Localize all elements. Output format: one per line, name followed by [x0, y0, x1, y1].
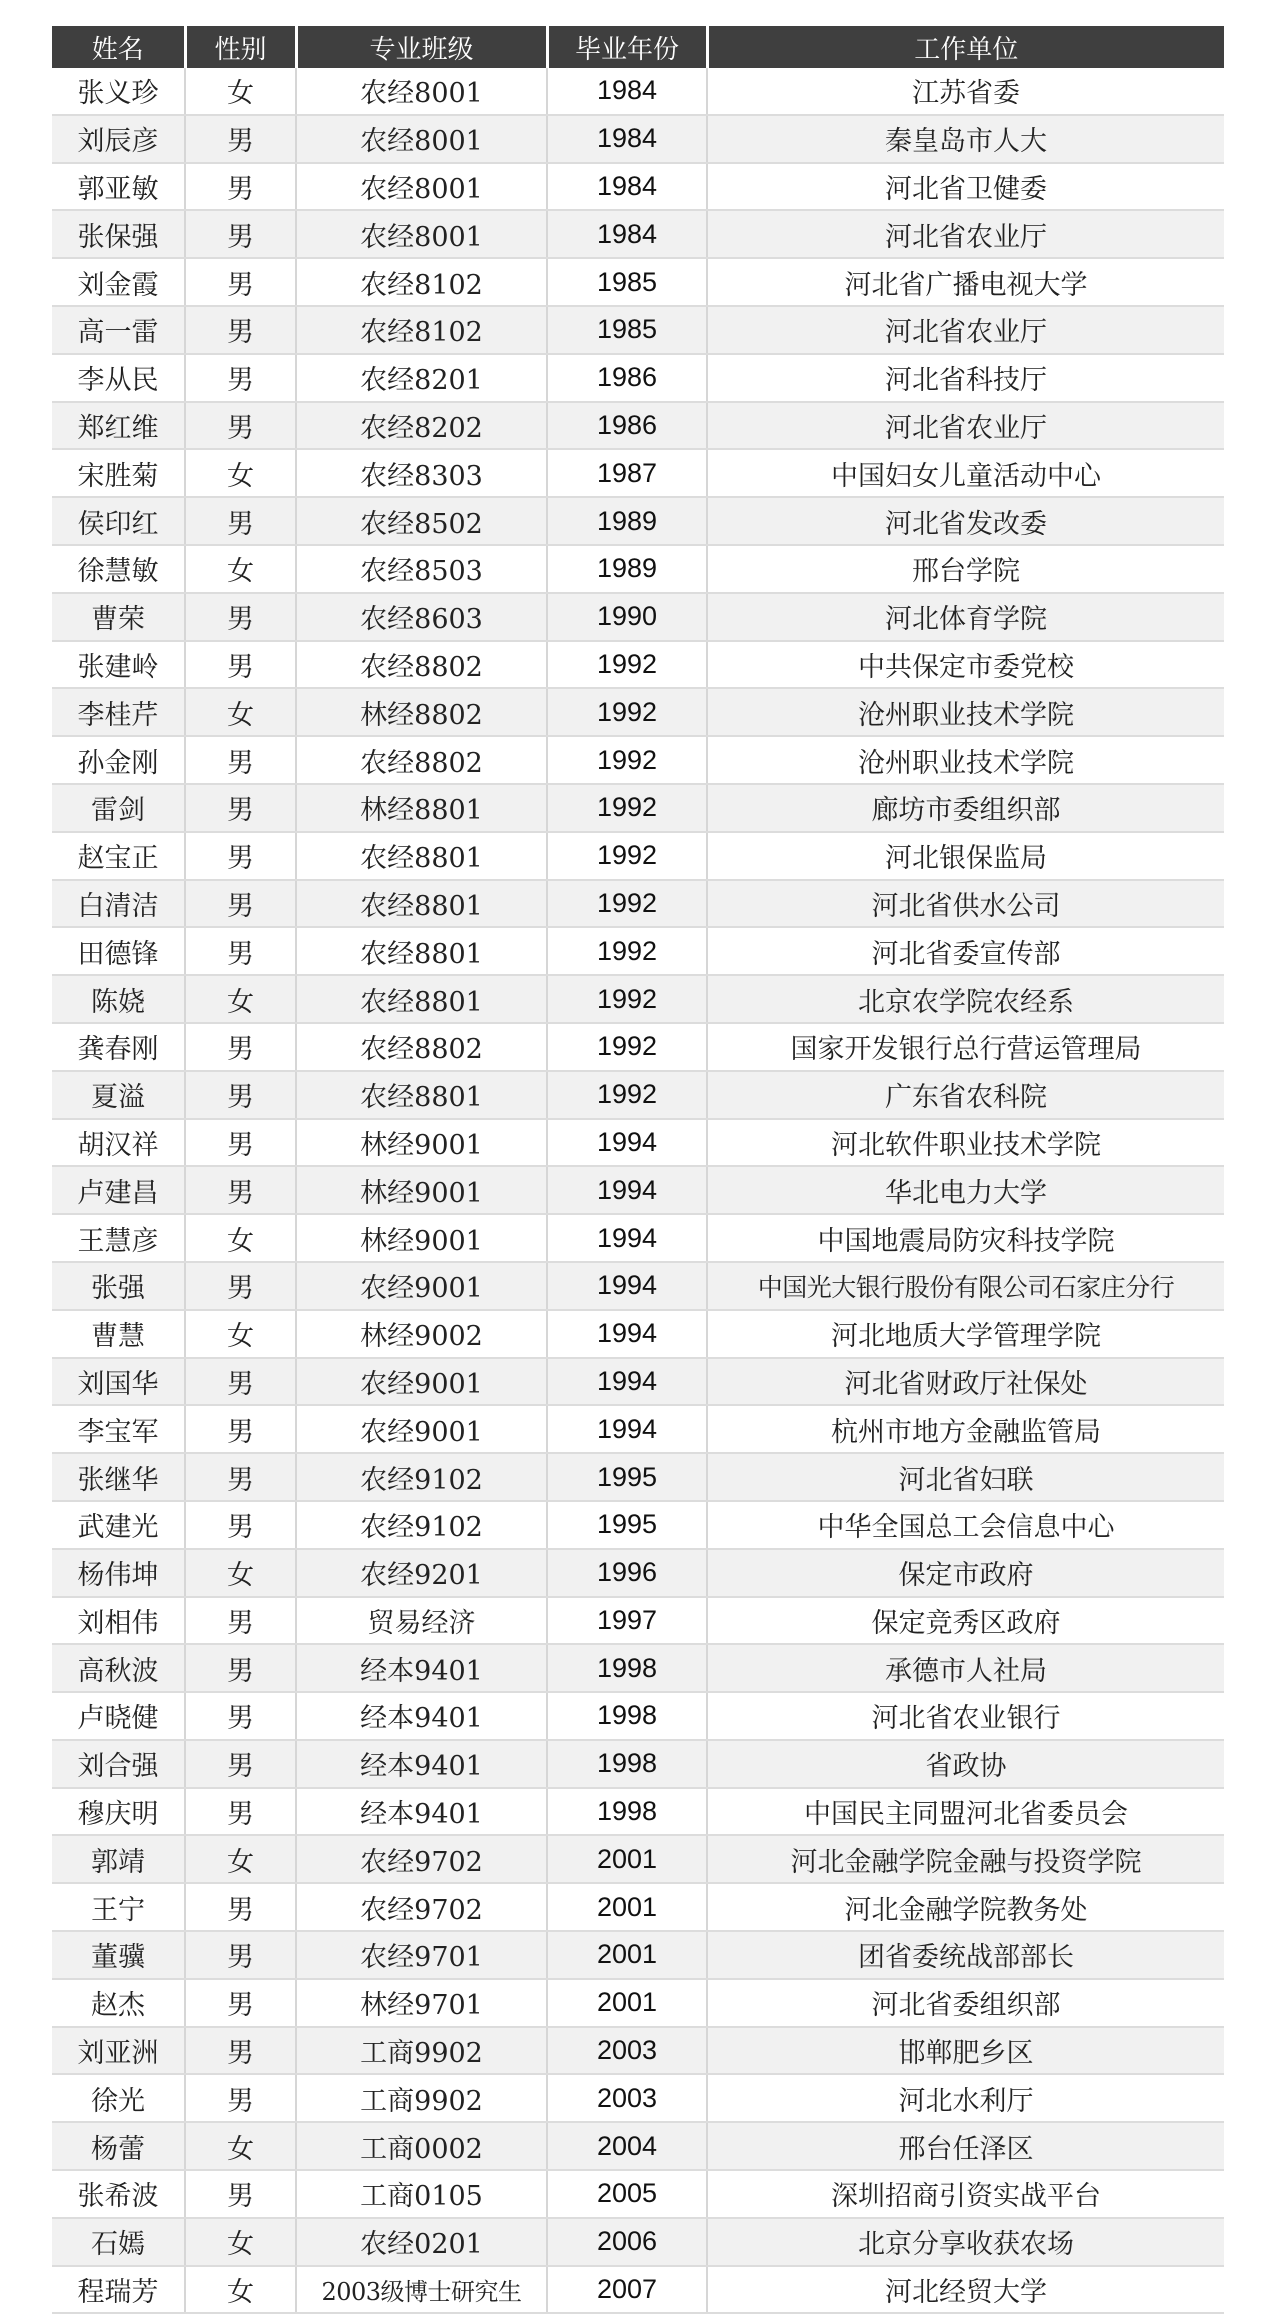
cell-unit: 河北省供水公司: [707, 880, 1224, 928]
cell-gender: 女: [185, 545, 296, 593]
table-row: [52, 1453, 1224, 1501]
cell-name: 夏溢: [52, 1071, 185, 1119]
cell-year: 2001: [547, 1931, 707, 1979]
cell-name: 郭靖: [52, 1835, 185, 1883]
cell-unit: 团省委统战部部长: [707, 1931, 1224, 1979]
cell-class: 林经9001: [296, 1214, 547, 1262]
cell-gender: 男: [185, 2074, 296, 2122]
cell-year: 1985: [547, 306, 707, 354]
cell-class: 农经9102: [296, 1501, 547, 1549]
cell-year: 2007: [547, 2266, 707, 2314]
cell-year: 1992: [547, 1023, 707, 1071]
cell-gender: 男: [185, 1119, 296, 1167]
cell-unit: 河北省财政厅社保处: [707, 1358, 1224, 1406]
cell-gender: 女: [185, 975, 296, 1023]
cell-unit: 河北省农业厅: [707, 306, 1224, 354]
cell-class: 农经9702: [296, 1883, 547, 1931]
table-row: [52, 975, 1224, 1023]
table-row: [52, 927, 1224, 975]
cell-unit: 保定竞秀区政府: [707, 1597, 1224, 1645]
cell-unit: 中国民主同盟河北省委员会: [707, 1788, 1224, 1836]
cell-gender: 男: [185, 2027, 296, 2075]
cell-name: 石嫣: [52, 2218, 185, 2266]
header-gender: 性别: [185, 26, 296, 68]
cell-year: 2001: [547, 1979, 707, 2027]
cell-year: 1992: [547, 832, 707, 880]
table-row: [52, 306, 1224, 354]
cell-year: 1994: [547, 1262, 707, 1310]
cell-class: 林经9701: [296, 1979, 547, 2027]
cell-year: 1984: [547, 210, 707, 258]
table-row: [52, 2027, 1224, 2075]
cell-year: 1990: [547, 593, 707, 641]
cell-class: 林经9001: [296, 1119, 547, 1167]
table-row: [52, 1644, 1224, 1692]
cell-unit: 秦皇岛市人大: [707, 115, 1224, 163]
cell-class: 经本9401: [296, 1644, 547, 1692]
cell-name: 胡汉祥: [52, 1119, 185, 1167]
cell-gender: 男: [185, 1931, 296, 1979]
cell-class: 工商9902: [296, 2027, 547, 2075]
cell-class: 经本9401: [296, 1692, 547, 1740]
cell-year: 1994: [547, 1214, 707, 1262]
cell-year: 1987: [547, 449, 707, 497]
table-row: [52, 1931, 1224, 1979]
table-row: [52, 115, 1224, 163]
cell-name: 张保强: [52, 210, 185, 258]
cell-unit: 广东省农科院: [707, 1071, 1224, 1119]
cell-unit: 国家开发银行总行营运管理局: [707, 1023, 1224, 1071]
cell-gender: 女: [185, 1835, 296, 1883]
cell-year: 1994: [547, 1310, 707, 1358]
cell-year: 2001: [547, 1883, 707, 1931]
cell-unit: 河北省委组织部: [707, 1979, 1224, 2027]
cell-name: 宋胜菊: [52, 449, 185, 497]
cell-gender: 男: [185, 115, 296, 163]
cell-gender: 男: [185, 1501, 296, 1549]
cell-gender: 男: [185, 832, 296, 880]
cell-unit: 河北金融学院教务处: [707, 1883, 1224, 1931]
table-row: [52, 1405, 1224, 1453]
cell-class: 工商0002: [296, 2122, 547, 2170]
cell-class: 经本9401: [296, 1740, 547, 1788]
table-row: [52, 1788, 1224, 1836]
cell-unit: 中华全国总工会信息中心: [707, 1501, 1224, 1549]
table-row: [52, 1310, 1224, 1358]
cell-gender: 女: [185, 2218, 296, 2266]
cell-unit: 河北软件职业技术学院: [707, 1119, 1224, 1167]
cell-year: 1989: [547, 545, 707, 593]
cell-unit: 中共保定市委党校: [707, 641, 1224, 689]
cell-class: 农经8102: [296, 258, 547, 306]
cell-unit: 河北地质大学管理学院: [707, 1310, 1224, 1358]
cell-gender: 女: [185, 68, 296, 115]
cell-unit: 河北省妇联: [707, 1453, 1224, 1501]
cell-gender: 女: [185, 1549, 296, 1597]
cell-year: 1992: [547, 736, 707, 784]
cell-unit: 河北经贸大学: [707, 2266, 1224, 2314]
header-unit: 工作单位: [707, 26, 1224, 68]
cell-name: 杨蕾: [52, 2122, 185, 2170]
cell-unit: 河北省委宣传部: [707, 927, 1224, 975]
cell-unit: 北京分享收获农场: [707, 2218, 1224, 2266]
cell-class: 农经9201: [296, 1549, 547, 1597]
table-row: [52, 163, 1224, 211]
cell-unit: 河北省广播电视大学: [707, 258, 1224, 306]
cell-class: 农经8001: [296, 210, 547, 258]
cell-year: 1984: [547, 115, 707, 163]
cell-gender: 男: [185, 880, 296, 928]
cell-class: 农经8603: [296, 593, 547, 641]
cell-class: 农经9001: [296, 1358, 547, 1406]
cell-class: 农经8001: [296, 68, 547, 115]
cell-name: 高一雷: [52, 306, 185, 354]
cell-year: 1992: [547, 927, 707, 975]
cell-gender: 男: [185, 927, 296, 975]
table-row: [52, 784, 1224, 832]
cell-unit: 沧州职业技术学院: [707, 688, 1224, 736]
cell-gender: 男: [185, 736, 296, 784]
cell-gender: 女: [185, 1310, 296, 1358]
cell-name: 张继华: [52, 1453, 185, 1501]
cell-gender: 男: [185, 1166, 296, 1214]
cell-unit: 河北省发改委: [707, 497, 1224, 545]
cell-name: 刘金霞: [52, 258, 185, 306]
table-row: [52, 641, 1224, 689]
table-header: [52, 26, 1224, 68]
cell-year: 1996: [547, 1549, 707, 1597]
cell-class: 林经8802: [296, 688, 547, 736]
cell-class: 农经8801: [296, 832, 547, 880]
cell-gender: 男: [185, 1358, 296, 1406]
header-row: [52, 26, 1224, 68]
table-row: [52, 880, 1224, 928]
cell-year: 1992: [547, 975, 707, 1023]
cell-name: 徐光: [52, 2074, 185, 2122]
table-row: [52, 1214, 1224, 1262]
header-class: 专业班级: [296, 26, 547, 68]
cell-class: 农经8202: [296, 402, 547, 450]
cell-class: 农经8001: [296, 115, 547, 163]
table-row: [52, 1358, 1224, 1406]
cell-gender: 男: [185, 210, 296, 258]
cell-gender: 男: [185, 1597, 296, 1645]
table-row: [52, 1740, 1224, 1788]
cell-gender: 男: [185, 402, 296, 450]
table-row: [52, 1979, 1224, 2027]
cell-class: 农经8801: [296, 880, 547, 928]
cell-name: 雷剑: [52, 784, 185, 832]
cell-class: 农经8502: [296, 497, 547, 545]
cell-unit: 承德市人社局: [707, 1644, 1224, 1692]
cell-name: 侯印红: [52, 497, 185, 545]
cell-name: 孙金刚: [52, 736, 185, 784]
cell-unit: 中国光大银行股份有限公司石家庄分行: [707, 1262, 1224, 1310]
cell-unit: 邢台任泽区: [707, 2122, 1224, 2170]
cell-name: 曹荣: [52, 593, 185, 641]
cell-name: 张建岭: [52, 641, 185, 689]
cell-year: 1997: [547, 1597, 707, 1645]
table-row: [52, 832, 1224, 880]
cell-name: 高秋波: [52, 1644, 185, 1692]
cell-unit: 江苏省委: [707, 68, 1224, 115]
cell-year: 2003: [547, 2027, 707, 2075]
cell-class: 农经8801: [296, 927, 547, 975]
cell-unit: 河北省农业银行: [707, 1692, 1224, 1740]
cell-name: 卢建昌: [52, 1166, 185, 1214]
cell-year: 1992: [547, 1071, 707, 1119]
cell-gender: 男: [185, 258, 296, 306]
cell-unit: 中国妇女儿童活动中心: [707, 449, 1224, 497]
cell-class: 农经8201: [296, 354, 547, 402]
table-row: [52, 1166, 1224, 1214]
cell-class: 农经8801: [296, 1071, 547, 1119]
cell-name: 龚春刚: [52, 1023, 185, 1071]
cell-gender: 男: [185, 1023, 296, 1071]
cell-class: 农经8802: [296, 641, 547, 689]
cell-name: 李桂芹: [52, 688, 185, 736]
cell-class: 农经9001: [296, 1262, 547, 1310]
cell-class: 农经9701: [296, 1931, 547, 1979]
cell-class: 农经8001: [296, 163, 547, 211]
cell-class: 2003级博士研究生: [296, 2266, 547, 2314]
table-row: [52, 545, 1224, 593]
cell-name: 赵宝正: [52, 832, 185, 880]
cell-class: 农经8102: [296, 306, 547, 354]
cell-class: 农经8802: [296, 736, 547, 784]
cell-gender: 女: [185, 449, 296, 497]
cell-year: 1994: [547, 1119, 707, 1167]
cell-gender: 男: [185, 784, 296, 832]
cell-name: 穆庆明: [52, 1788, 185, 1836]
cell-name: 刘合强: [52, 1740, 185, 1788]
cell-name: 刘辰彦: [52, 115, 185, 163]
cell-year: 1985: [547, 258, 707, 306]
table-row: [52, 497, 1224, 545]
table-row: [52, 1119, 1224, 1167]
cell-class: 林经9002: [296, 1310, 547, 1358]
cell-year: 1995: [547, 1501, 707, 1549]
cell-year: 1994: [547, 1358, 707, 1406]
cell-name: 陈娆: [52, 975, 185, 1023]
cell-name: 刘相伟: [52, 1597, 185, 1645]
cell-unit: 省政协: [707, 1740, 1224, 1788]
cell-name: 刘亚洲: [52, 2027, 185, 2075]
cell-year: 1998: [547, 1740, 707, 1788]
cell-name: 刘国华: [52, 1358, 185, 1406]
table-row: [52, 449, 1224, 497]
cell-class: 工商9902: [296, 2074, 547, 2122]
cell-gender: 女: [185, 688, 296, 736]
cell-gender: 女: [185, 1214, 296, 1262]
cell-year: 2001: [547, 1835, 707, 1883]
cell-year: 1984: [547, 68, 707, 115]
cell-name: 郑红维: [52, 402, 185, 450]
cell-unit: 河北省科技厅: [707, 354, 1224, 402]
table-row: [52, 354, 1224, 402]
cell-class: 农经8503: [296, 545, 547, 593]
cell-name: 王慧彦: [52, 1214, 185, 1262]
table-row: [52, 2218, 1224, 2266]
cell-name: 卢晓健: [52, 1692, 185, 1740]
cell-name: 徐慧敏: [52, 545, 185, 593]
cell-gender: 男: [185, 1405, 296, 1453]
table-row: [52, 736, 1224, 784]
cell-name: 王宁: [52, 1883, 185, 1931]
cell-unit: 中国地震局防灾科技学院: [707, 1214, 1224, 1262]
cell-class: 农经0201: [296, 2218, 547, 2266]
cell-gender: 男: [185, 593, 296, 641]
cell-unit: 北京农学院农经系: [707, 975, 1224, 1023]
table-row: [52, 2266, 1224, 2314]
cell-class: 林经8801: [296, 784, 547, 832]
cell-unit: 保定市政府: [707, 1549, 1224, 1597]
cell-year: 1986: [547, 402, 707, 450]
table-row: [52, 1549, 1224, 1597]
table-row: [52, 68, 1224, 115]
table-row: [52, 210, 1224, 258]
cell-gender: 男: [185, 306, 296, 354]
cell-name: 杨伟坤: [52, 1549, 185, 1597]
cell-class: 农经9001: [296, 1405, 547, 1453]
cell-unit: 河北体育学院: [707, 593, 1224, 641]
table-row: [52, 258, 1224, 306]
cell-year: 2006: [547, 2218, 707, 2266]
cell-year: 2003: [547, 2074, 707, 2122]
cell-gender: 男: [185, 1740, 296, 1788]
cell-class: 经本9401: [296, 1788, 547, 1836]
cell-name: 董骥: [52, 1931, 185, 1979]
cell-unit: 河北省农业厅: [707, 210, 1224, 258]
cell-year: 1986: [547, 354, 707, 402]
cell-name: 张希波: [52, 2170, 185, 2218]
cell-gender: 男: [185, 497, 296, 545]
cell-gender: 男: [185, 641, 296, 689]
cell-name: 白清洁: [52, 880, 185, 928]
cell-class: 农经9702: [296, 1835, 547, 1883]
cell-name: 李从民: [52, 354, 185, 402]
cell-year: 1992: [547, 880, 707, 928]
cell-year: 1995: [547, 1453, 707, 1501]
table-row: [52, 593, 1224, 641]
cell-year: 1992: [547, 641, 707, 689]
cell-gender: 男: [185, 1788, 296, 1836]
cell-year: 1992: [547, 688, 707, 736]
cell-unit: 廊坊市委组织部: [707, 784, 1224, 832]
cell-gender: 男: [185, 1644, 296, 1692]
cell-name: 郭亚敏: [52, 163, 185, 211]
cell-unit: 河北银保监局: [707, 832, 1224, 880]
cell-class: 农经9102: [296, 1453, 547, 1501]
table-row: [52, 1597, 1224, 1645]
cell-unit: 杭州市地方金融监管局: [707, 1405, 1224, 1453]
table-row: [52, 1023, 1224, 1071]
header-name: 姓名: [52, 26, 185, 68]
cell-class: 农经8802: [296, 1023, 547, 1071]
cell-name: 张强: [52, 1262, 185, 1310]
cell-gender: 男: [185, 1071, 296, 1119]
cell-unit: 河北省农业厅: [707, 402, 1224, 450]
cell-gender: 男: [185, 2170, 296, 2218]
cell-gender: 男: [185, 1453, 296, 1501]
header-year: 毕业年份: [547, 26, 707, 68]
table-row: [52, 1262, 1224, 1310]
cell-name: 赵杰: [52, 1979, 185, 2027]
cell-gender: 男: [185, 354, 296, 402]
cell-name: 田德锋: [52, 927, 185, 975]
cell-year: 2004: [547, 2122, 707, 2170]
cell-gender: 女: [185, 2122, 296, 2170]
cell-gender: 男: [185, 1883, 296, 1931]
cell-name: 程瑞芳: [52, 2266, 185, 2314]
cell-gender: 男: [185, 1692, 296, 1740]
cell-gender: 男: [185, 1979, 296, 2027]
cell-year: 1998: [547, 1644, 707, 1692]
cell-unit: 邢台学院: [707, 545, 1224, 593]
table-row: [52, 402, 1224, 450]
cell-year: 2005: [547, 2170, 707, 2218]
cell-year: 1998: [547, 1692, 707, 1740]
cell-unit: 河北水利厅: [707, 2074, 1224, 2122]
table-row: [52, 2122, 1224, 2170]
cell-year: 1992: [547, 784, 707, 832]
cell-year: 1994: [547, 1166, 707, 1214]
cell-year: 1989: [547, 497, 707, 545]
cell-unit: 华北电力大学: [707, 1166, 1224, 1214]
cell-name: 武建光: [52, 1501, 185, 1549]
cell-year: 1998: [547, 1788, 707, 1836]
cell-gender: 女: [185, 2266, 296, 2314]
cell-name: 张义珍: [52, 68, 185, 115]
cell-unit: 邯郸肥乡区: [707, 2027, 1224, 2075]
cell-class: 贸易经济: [296, 1597, 547, 1645]
table-row: [52, 1883, 1224, 1931]
table-row: [52, 1692, 1224, 1740]
cell-name: 李宝军: [52, 1405, 185, 1453]
cell-year: 1994: [547, 1405, 707, 1453]
table-row: [52, 1071, 1224, 1119]
cell-unit: 沧州职业技术学院: [707, 736, 1224, 784]
cell-gender: 男: [185, 163, 296, 211]
cell-name: 曹慧: [52, 1310, 185, 1358]
cell-unit: 深圳招商引资实战平台: [707, 2170, 1224, 2218]
table-body: [52, 68, 1224, 2313]
cell-unit: 河北省卫健委: [707, 163, 1224, 211]
cell-class: 农经8801: [296, 975, 547, 1023]
table-row: [52, 688, 1224, 736]
cell-year: 1984: [547, 163, 707, 211]
cell-class: 农经8303: [296, 449, 547, 497]
cell-class: 林经9001: [296, 1166, 547, 1214]
cell-unit: 河北金融学院金融与投资学院: [707, 1835, 1224, 1883]
table-row: [52, 1835, 1224, 1883]
cell-gender: 男: [185, 1262, 296, 1310]
alumni-table: [52, 26, 1224, 2314]
cell-class: 工商0105: [296, 2170, 547, 2218]
table-row: [52, 1501, 1224, 1549]
table-row: [52, 2074, 1224, 2122]
table-row: [52, 2170, 1224, 2218]
